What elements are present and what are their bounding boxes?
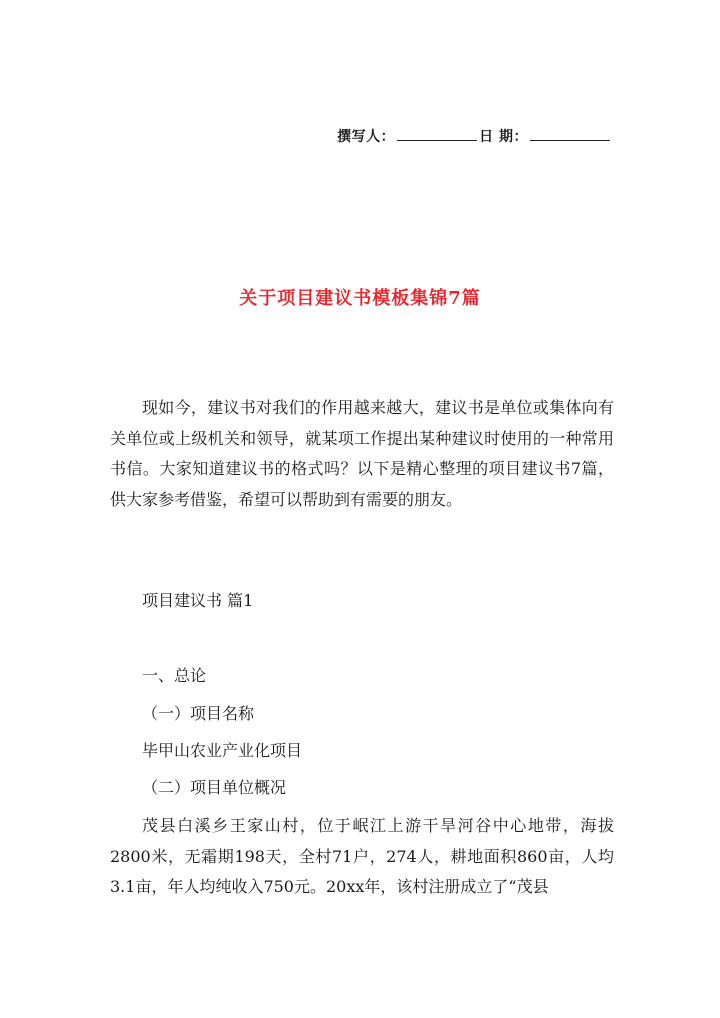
document-title: 关于项目建议书模板集锦7篇 bbox=[239, 288, 481, 309]
date-blank bbox=[530, 128, 610, 141]
author-label: 撰写人： bbox=[337, 129, 396, 145]
section-heading: 项目建议书 篇1 bbox=[142, 591, 254, 610]
author-blank bbox=[397, 128, 477, 141]
intro-paragraph: 现如今，建议书对我们的作用越来越大，建议书是单位或集体向有关单位或上级机关和领导，就某项工作提出某种建议时使用的一种常用书信。大家知道建议书的格式吗？以下是精心整理的项目建议书7篇，供大家参考借鉴，希望可以帮助到有需要的朋友。 bbox=[110, 398, 614, 509]
subsection-heading-unit: （二）项目单位概况 bbox=[142, 778, 287, 797]
unit-overview-paragraph: 茂县白溪乡王家山村，位于岷江上游干旱河谷中心地带，海拔2800米，无霜期198天，全村71户，274人，耕地面积860亩，人均3.1亩，年人均纯收入750元。20xx年，该村注册成立了“茂县 bbox=[110, 816, 614, 896]
author-date-line bbox=[337, 126, 612, 146]
project-name-text: 毕甲山农业产业化项目 bbox=[142, 741, 303, 760]
date-label: 日 期： bbox=[479, 129, 528, 145]
subsection-heading-name: （一）项目名称 bbox=[142, 704, 255, 723]
chapter-heading: 一、总论 bbox=[142, 666, 207, 685]
